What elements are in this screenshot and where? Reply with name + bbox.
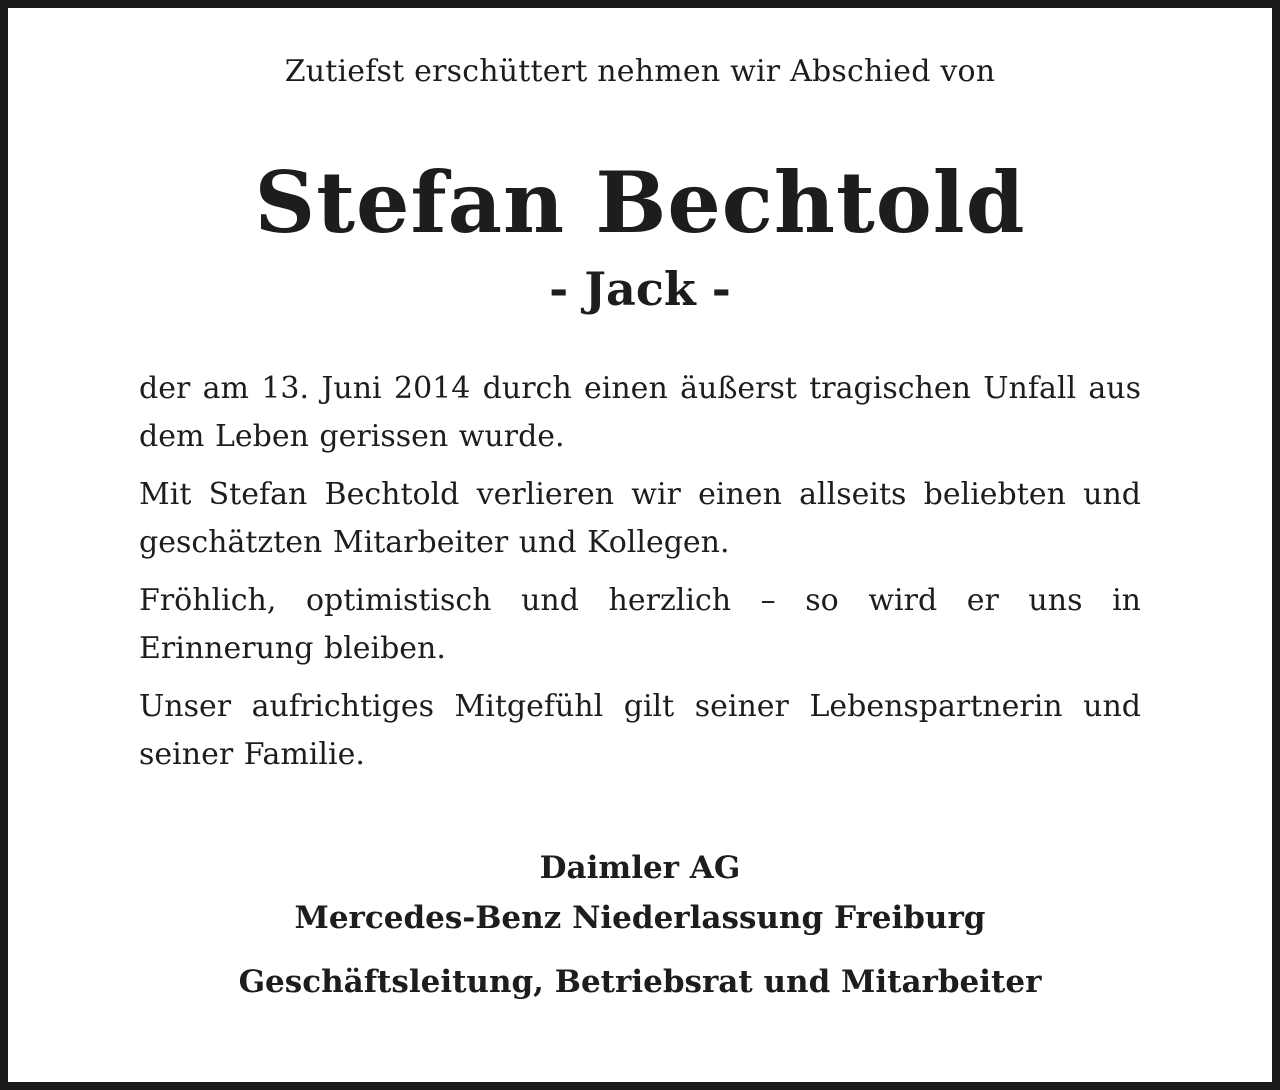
signature-branch: Mercedes-Benz Niederlassung Freiburg xyxy=(294,900,986,936)
nickname: - Jack - xyxy=(549,262,731,316)
signature-group: Geschäftsleitung, Betriebsrat und Mitarbeiter xyxy=(238,964,1042,1000)
body-text xyxy=(139,365,1141,789)
paragraph: Unser aufrichtiges Mitgefühl gilt seiner Lebenspartnerin und seiner Familie. xyxy=(139,689,1141,772)
paragraph: Fröhlich, optimistisch und herzlich – so wird er uns in Erinnerung bleiben. xyxy=(139,583,1141,666)
paragraph: der am 13. Juni 2014 durch einen äußerst tragischen Unfall aus dem Leben gerissen wurde. xyxy=(139,371,1141,454)
signature-company: Daimler AG xyxy=(539,850,741,886)
signature-block xyxy=(8,843,1272,1007)
paragraph: Mit Stefan Bechtold verlieren wir einen allseits beliebten und geschätzten Mitarbeiter und Kollegen. xyxy=(139,477,1141,560)
intro-line: Zutiefst erschüttert nehmen wir Abschied von xyxy=(284,54,996,89)
deceased-name: Stefan Bechtold xyxy=(254,153,1026,252)
